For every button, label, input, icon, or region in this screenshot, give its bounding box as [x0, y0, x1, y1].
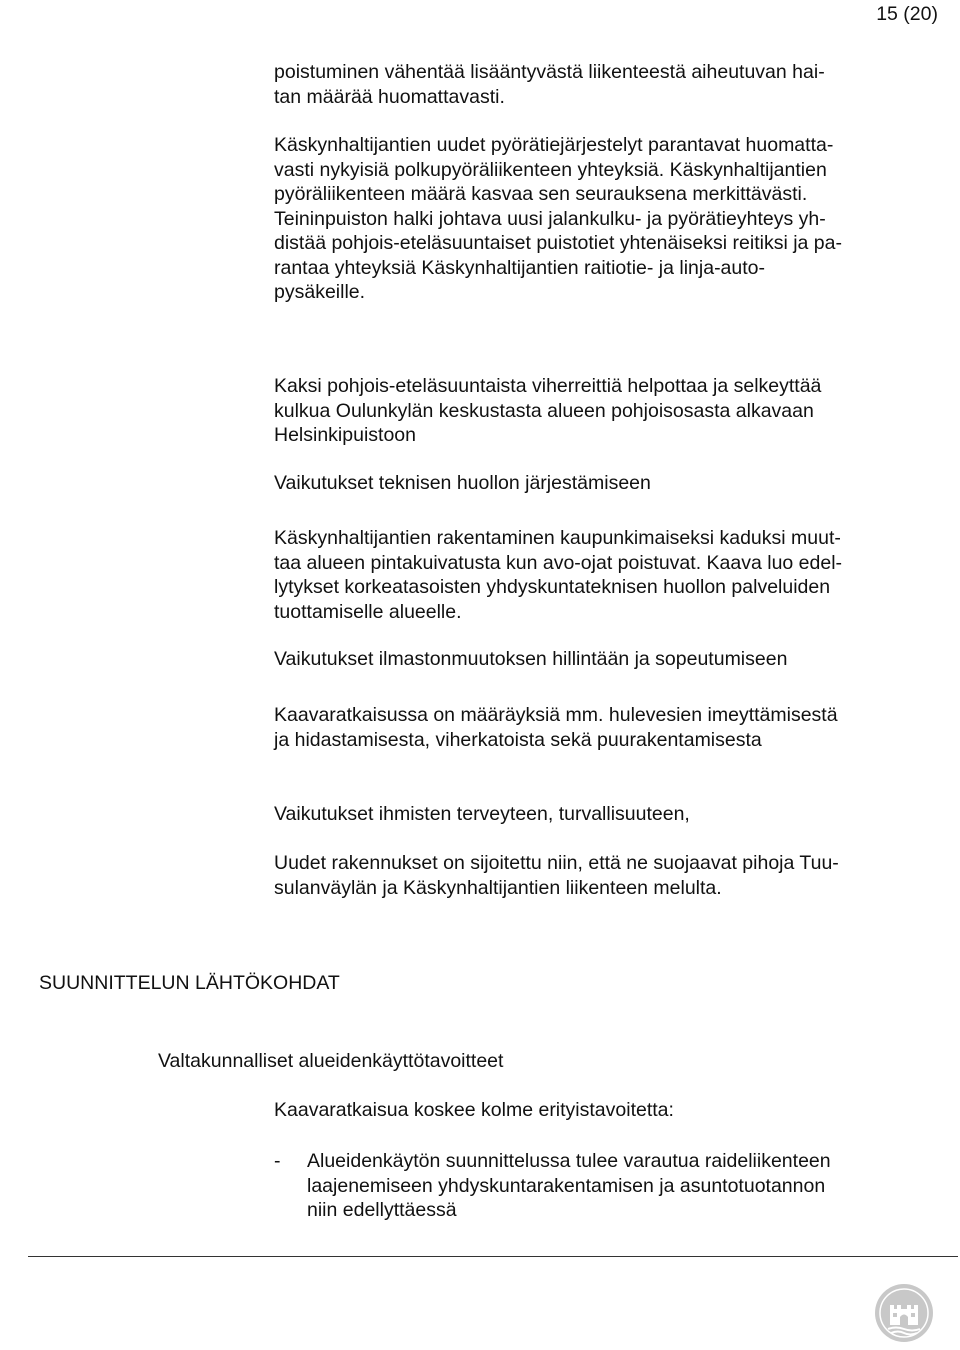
text-line: taa alueen pintakuivatusta kun avo-ojat poistuvat. Kaava luo edel-: [274, 551, 843, 574]
text-line: sulanväylän ja Käskynhaltijantien liikenteen melulta.: [274, 876, 722, 899]
text-line: ja hidastamisesta, viherkatoista sekä puurakentamisesta: [274, 728, 762, 751]
text-line: Teininpuiston halki johtava uusi jalankulku- ja pyörätieyhteys yh-: [274, 207, 826, 230]
paragraph-noise-protection: [274, 851, 839, 900]
text-line: pyöräliikenteen määrä kasvaa sen seurauksena merkittävästi.: [274, 183, 808, 205]
footer-divider: [28, 1256, 958, 1257]
text-line: vasti nykyisiä polkupyöräliikenteen yhteyksiä. Käskynhaltijantien: [274, 158, 827, 181]
heading-climate-change: Vaikutukset ilmastonmuutoksen hillintään ja sopeutumiseen: [274, 648, 788, 670]
page-number: 15 (20): [876, 3, 938, 25]
paragraph-technical-maintenance: [274, 526, 842, 624]
paragraph-climate-change: [274, 703, 838, 752]
text-line: Käskynhaltijantien uudet pyörätiejärjestelyt parantavat huomatta-: [274, 134, 834, 156]
list-item-rail-traffic: [307, 1149, 831, 1223]
text-line: Uudet rakennukset on sijoitettu niin, että ne suojaavat pihoja Tuu-: [274, 852, 839, 874]
helsinki-city-crest-icon: [874, 1283, 934, 1343]
text-line: Alueidenkäytön suunnittelussa tulee varautua raideliikenteen: [307, 1150, 831, 1172]
text-line: tan määrää huomattavasti.: [274, 85, 505, 108]
subsection-heading-national-goals: Valtakunnalliset alueidenkäyttötavoitteet: [158, 1050, 504, 1072]
list-bullet-dash: -: [274, 1150, 281, 1172]
text-line: poistuminen vähentää lisääntyvästä liikenteestä aiheutuvan hai-: [274, 61, 825, 83]
paragraph-special-goals-intro: Kaavaratkaisua koskee kolme erityistavoitetta:: [274, 1099, 674, 1121]
text-line: Käskynhaltijantien rakentaminen kaupunkimaiseksi kaduksi muut-: [274, 527, 841, 549]
text-line: tuottamiselle alueelle.: [274, 600, 462, 623]
text-line: lytykset korkeatasoisten yhdyskuntateknisen huollon palveluiden: [274, 576, 831, 598]
text-line: pysäkeille.: [274, 281, 366, 303]
text-line: rantaa yhteyksiä Käskynhaltijantien raitiotie- ja linja-auto-: [274, 256, 766, 279]
heading-technical-maintenance: Vaikutukset teknisen huollon järjestämiseen: [274, 472, 651, 494]
heading-health-safety: Vaikutukset ihmisten terveyteen, turvallisuuteen,: [274, 803, 690, 825]
text-line: kulkua Oulunkylän keskustasta alueen pohjoisosasta alkavaan: [274, 399, 814, 422]
section-heading-planning-basis: SUUNNITTELUN LÄHTÖKOHDAT: [39, 972, 340, 994]
text-line: Kaavaratkaisussa on määräyksiä mm. hulevesien imeyttämisestä: [274, 704, 838, 726]
paragraph-traffic-reduction: [274, 60, 825, 109]
text-line: laajenemiseen yhdyskuntarakentamisen ja asuntotuotannon: [307, 1174, 826, 1197]
paragraph-cycling-connections: [274, 133, 842, 305]
paragraph-green-routes: [274, 374, 821, 448]
text-line: distää pohjois-eteläsuuntaiset puistotiet yhtenäiseksi reitiksi ja pa-: [274, 232, 842, 254]
text-line: Helsinkipuistoon: [274, 424, 416, 446]
text-line: niin edellyttäessä: [307, 1199, 457, 1221]
text-line: Kaksi pohjois-eteläsuuntaista viherreittiä helpottaa ja selkeyttää: [274, 375, 822, 397]
